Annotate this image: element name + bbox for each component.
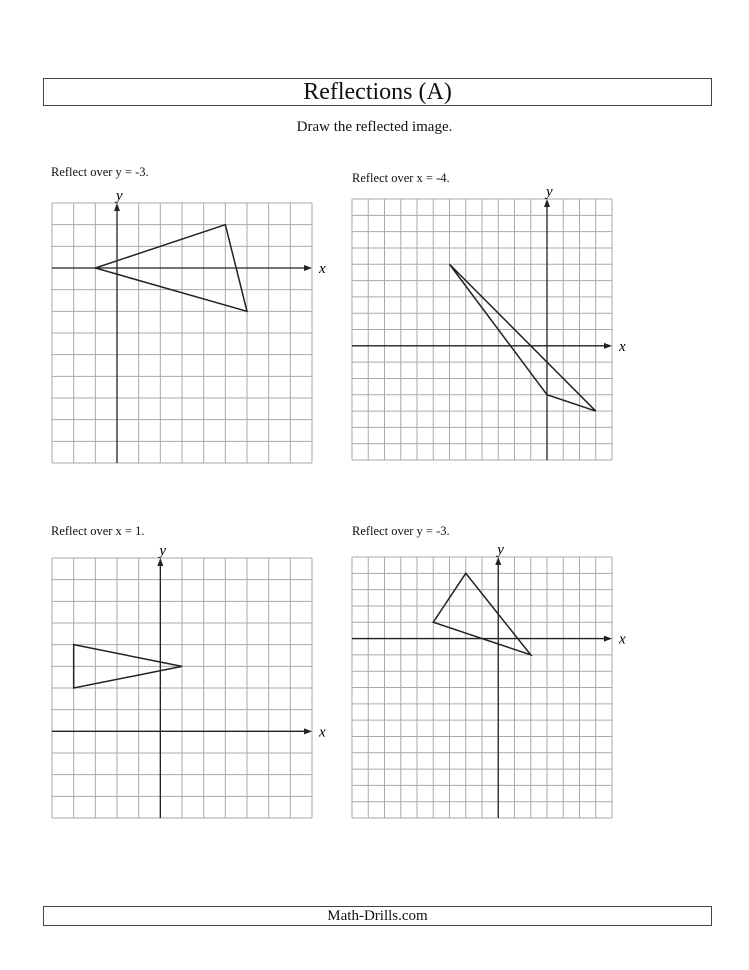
y-axis-arrow-icon bbox=[544, 199, 550, 207]
problem-2-grid[interactable] bbox=[352, 184, 626, 460]
problem-4-label: Reflect over y = -3. bbox=[352, 524, 450, 538]
y-axis-label: y bbox=[546, 184, 553, 200]
x-axis-label: x bbox=[319, 261, 326, 277]
triangle bbox=[450, 264, 596, 411]
problem-2-label: Reflect over x = -4. bbox=[352, 171, 450, 185]
problem-1-grid[interactable] bbox=[52, 188, 326, 463]
y-axis-label: y bbox=[116, 188, 123, 204]
problem-3-grid[interactable] bbox=[52, 543, 326, 818]
worksheet-title: Reflections (A) bbox=[43, 78, 712, 106]
problem-1-label: Reflect over y = -3. bbox=[51, 165, 149, 179]
problem-4-grid[interactable] bbox=[352, 542, 626, 818]
x-axis-label: x bbox=[319, 724, 326, 741]
y-axis-arrow-icon bbox=[114, 203, 120, 211]
x-axis-label: x bbox=[619, 338, 626, 355]
problem-3-label: Reflect over x = 1. bbox=[51, 524, 145, 538]
x-axis-arrow-icon bbox=[304, 265, 312, 271]
y-axis-label: y bbox=[497, 542, 504, 558]
y-axis-arrow-icon bbox=[157, 558, 163, 566]
y-axis-label: y bbox=[159, 543, 167, 559]
footer: Math-Drills.com bbox=[43, 906, 712, 926]
x-axis-arrow-icon bbox=[604, 636, 612, 642]
y-axis-arrow-icon bbox=[495, 557, 501, 565]
x-axis-label: x bbox=[619, 631, 626, 648]
x-axis-arrow-icon bbox=[604, 343, 612, 349]
instructions: Draw the reflected image. bbox=[296, 119, 453, 135]
x-axis-arrow-icon bbox=[304, 728, 312, 734]
